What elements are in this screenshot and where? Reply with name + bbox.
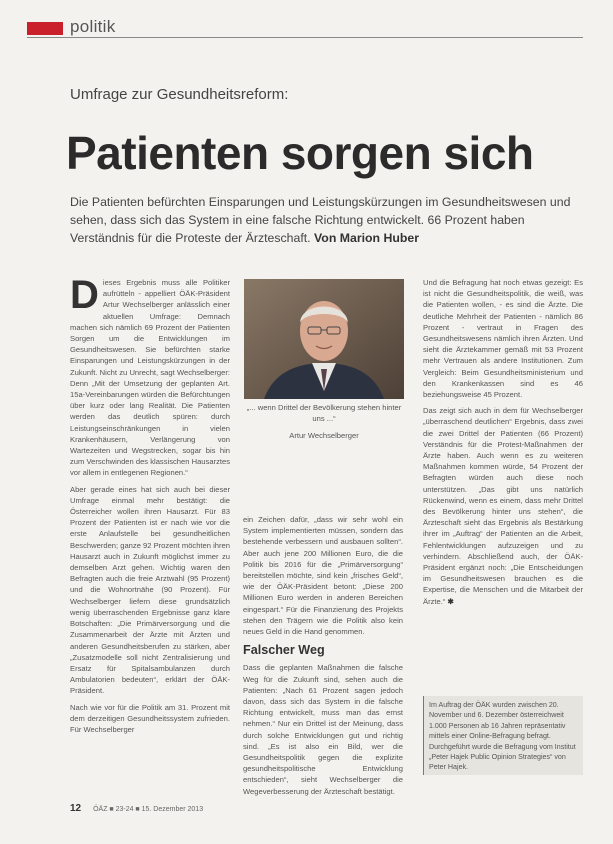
paragraph-text: ieses Ergebnis muss alle Politiker aufrütteln - appelliert ÖÄK-Präsident Artur Wechselberger anlässlich einer aktuellen Umfrage: Demnach machen sich nämlich 69 Prozent der Patienten Sorgen um die Entwicklungen im Gesundheitswesen. Sie befürchten starke Einsparungen und Leistungskürzungen in der Zukunft. Nicht zu Unrecht, sagt Wechselberger: Denn „Mit der Umsetzung der geplanten Art. 15a-Vereinbarungen würden die Befürchtungen über kurz oder lang Realität. Die Patienten werden das deutlich spüren: durch Leistungseinschränkungen in vielen Krankenhäusern, Verlängerung von Wartezeiten und Wegstrecken, sogar bis hin zum Verschwinden des klassischen Hausarztes vor allem in entlegenen Regionen.“ [70,278,230,478]
paragraph: Und die Befragung hat noch etwas gezeigt: Es ist nicht die Gesundheitspolitik, die weiß, was die Patienten wollen, - es sind die Ärzte. Die deutliche Mehrheit der Patienten - nämlich 86 Prozent - vertraut in Fragen des Gesundheitswesens nämlich ihren Ärzten. Und sieht die Ärztekammer gemäß mit 53 Prozent mehr Vertrauen als andere Institutionen. Zum Vergleich: Beim Gesundheitsministerium und den Krankenkassen sind es 46 beziehungsweise 45 Prozent. [423,278,583,400]
article-column-2 [243,514,403,802]
caption-quote: „... wenn Drittel der Bevölkerung stehen hinter uns ...“ [246,403,402,423]
caption-name: Artur Wechselberger [289,431,359,440]
end-mark: ✱ [447,596,454,606]
article-column-1 [70,273,230,740]
section-accent-bar [27,22,63,35]
page-footer [70,803,203,814]
page-number: 12 [70,803,82,814]
paragraph: Dass die geplanten Maßnahmen die falsche Weg für die Zukunft sind, sehen auch die Patienten: „Nach 61 Prozent sagen jedoch davon, dass sich das System in die falsche Richtung entwickelt, muss man das ernst nehmen.“ Nur ein Drittel ist der Meinung, dass durch solche Entwicklungen gut und richtig sind. „Es ist also ein Bild, wer die Gesundheitspolitik gegen die explizite gesundheitspolitische Entwicklung entschieden“, sieht Wechselberger die Wegeverbesserung der Ärzteschaft bestätigt. [243,663,403,796]
paragraph [423,405,583,607]
paragraph-text: Das zeigt sich auch in dem für Wechselberger „überraschend deutlichen“ Ergebnis, dass zwei die zwei Drittel der Patienten (66 Prozent) Verständnis für die Protest-Maßnahmen der Ärzte haben. Auch wenn es zu weiteren Maßnahmen kommen würde, 54 Prozent der Befragten würden auch diese noch unterstützen. „Das gibt uns natürlich Rückenwind, wenn es einem, dass mehr Drittel des Bevölkerung hinter uns stehen“, die Ärzteschaft sieht das Ergebnis als Bestärkung ihrer im „Auftrag“ der Patienten an die Arbeit, Fehlentwicklungen aufzuzeigen und zu verhindern. Abschließend auch, der ÖÄK-Präsident ergänzt noch: „Die Entscheidungen im Gesundheitswesen brauchen es die Expertise, die Menschen und die Mitarbeit der Ärzte.“ [423,406,583,606]
portrait-image [244,279,404,399]
lead-paragraph [70,193,578,247]
issue-info: ÖÄZ ■ 23-24 ■ 15. Dezember 2013 [93,806,204,813]
kicker: Umfrage zur Gesundheitsreform: [70,86,289,103]
paragraph: Nach wie vor für die Politik am 31. Prozent mit dem derzeitigen Gesundheitssystem zufrieden. Für Wechselberger [70,702,230,734]
info-box: Im Auftrag der ÖÄK wurden zwischen 20. November und 6. Dezember österreichweit 1.000 Personen ab 16 Jahren repräsentativ mittels einer Online-Befragung befragt. Durchgeführt wurde die Befragung vom Institut „Peter Hajek Public Opinion Strategies“ von Peter Hajek. [423,696,583,775]
author-byline: Von Marion Huber [314,231,419,245]
article-column-3 [423,277,583,612]
top-rule [27,37,583,38]
portrait-photo [244,279,404,399]
lead-text: Die Patienten befürchten Einsparungen und Leistungskürzungen im Gesundheitswesen und sehen, dass sich das System in eine falsche Richtung entwickelt. 66 Prozent haben Verständnis für die Proteste der Ärzteschaft. [70,195,571,245]
headline: Patienten sorgen sich [66,127,534,179]
section-label: politik [70,17,116,36]
paragraph: ein Zeichen dafür, „dass wir sehr wohl ein System implementierten müssen, sondern das bestehende verbessern und ausbauen sollten“. Aber auch jene 200 Millionen Euro, die die Politik bis 2016 für die „Primärversorgung“ bereitstellen möchte, sind kein „frisches Geld“, wie der ÖÄK-Präsident betont: „Diese 200 Millionen Euro werden in anderen Bereichen eingespart.“ Für die Finanzierung des Projekts stehen den Trägern wie die Politik also kein neues Geld in die Hand genommen. [243,515,403,637]
first-paragraph [70,273,230,479]
photo-caption [244,402,404,441]
drop-cap: D [70,273,99,317]
subheading: Falscher Weg [243,643,325,658]
paragraph: Aber gerade eines hat sich auch bei dieser Umfrage einmal mehr bestätigt: die Österreicher wollen ihren Hausarzt. Für 83 Prozent der Patienten ist er nach wie vor die erste Anlaufstelle bei gesundheitlichen Beschwerden; ganze 92 Prozent möchten ihren Hausarzt auch in Zukunft möglichst immer zu demselben Arzt gehen. Wichtig waren den Befragten auch die freie Arztwahl (95 Prozent) und die Wohnortnähe (90 Prozent). Für Wechselberger liefern diese grundsätzlich wenig überraschenden Ergebnisse ganz klare Botschaften: „Die Primärversorgung und die Zusammenarbeit der Ärzte mit Ärzten und anderen Gesundheitsberufen zu stärken, aber „Zusatzmodelle soll nicht Zentralisierung und Ersatz für Spitalsambulanzen durch Ambulatorien bedeuten“, erklärt der ÖÄK-Präsident. [70,484,230,696]
